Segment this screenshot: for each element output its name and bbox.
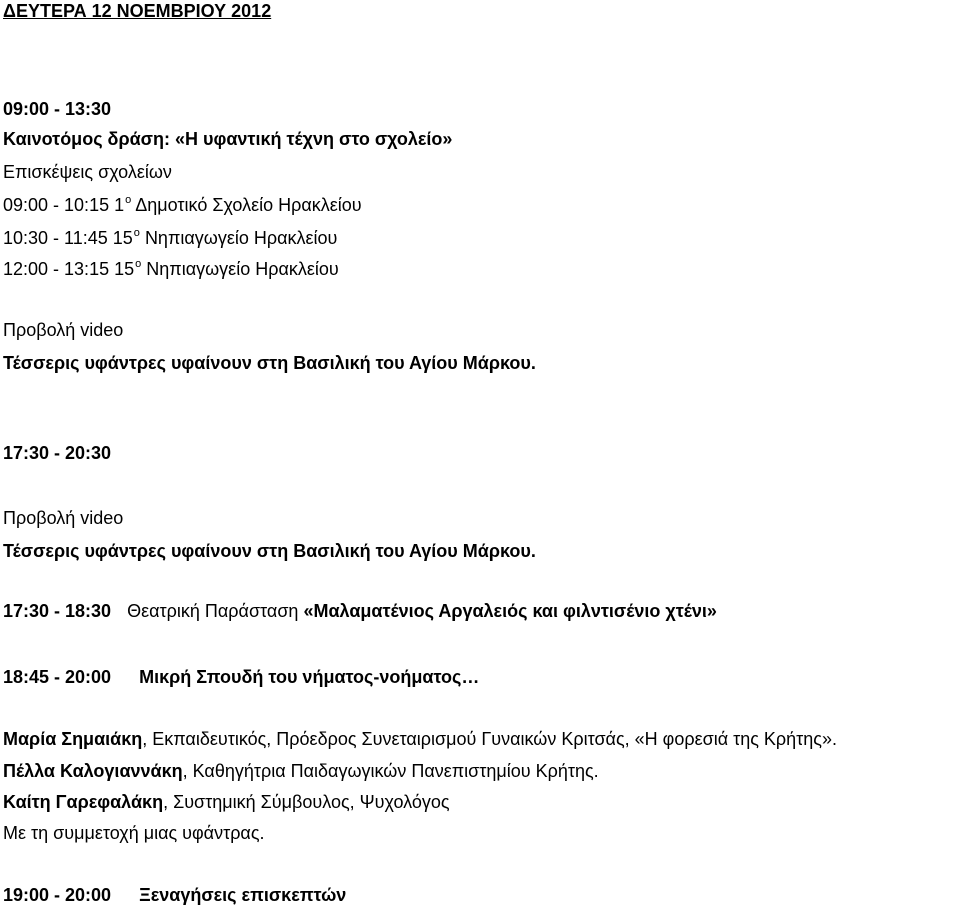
block1-time: 09:00 - 13:30 bbox=[3, 99, 112, 119]
speaker-name: Πέλλα Καλογιαννάκη bbox=[3, 761, 183, 781]
visit-sup: ο bbox=[133, 227, 140, 239]
video-title: Τέσσερις υφάντρες υφαίνουν στη Βασιλική του Αγίου Μάρκου. bbox=[3, 353, 536, 373]
visit-row bbox=[3, 227, 337, 252]
date-title: ΔΕΥΤΕΡΑ 12 ΝΟΕΜΒΡΙΟΥ 2012 bbox=[3, 1, 272, 21]
theatre-time: 17:30 - 18:30 bbox=[3, 601, 112, 621]
visit-time: 12:00 - 13:15 bbox=[3, 259, 110, 279]
visit-place: Νηπιαγωγείο Ηρακλείου bbox=[144, 228, 338, 248]
visit-time: 09:00 - 10:15 bbox=[3, 195, 110, 215]
theatre-title: «Μαλαματένιος Αργαλειός και φιλντισένιο χτένι» bbox=[303, 601, 717, 621]
talk-row bbox=[3, 666, 479, 688]
visit-num: 15 bbox=[112, 228, 133, 248]
visit-num: 1 bbox=[114, 195, 125, 215]
speaker-desc: , Συστημική Σύμβουλος, Ψυχολόγος bbox=[163, 792, 450, 812]
participation-note: Με τη συμμετοχή μιας υφάντρας. bbox=[3, 823, 265, 843]
theatre-row bbox=[3, 600, 717, 622]
talk-title: Μικρή Σπουδή του νήματος-νοήματος… bbox=[139, 667, 480, 687]
video-label: Προβολή video bbox=[3, 508, 124, 528]
video-title: Τέσσερις υφάντρες υφαίνουν στη Βασιλική του Αγίου Μάρκου. bbox=[3, 541, 536, 561]
speaker-row bbox=[3, 760, 599, 782]
speaker-desc: , Καθηγήτρια Παιδαγωγικών Πανεπιστημίου Κρήτης. bbox=[182, 761, 599, 781]
visit-place: Νηπιαγωγείο Ηρακλείου bbox=[146, 259, 339, 279]
block1-heading: Καινοτόμος δράση: «Η υφαντική τέχνη στο σχολείο» bbox=[3, 129, 453, 149]
speaker-row bbox=[3, 728, 837, 750]
visit-row bbox=[3, 194, 362, 219]
talk-time: 18:45 - 20:00 bbox=[3, 667, 112, 687]
video-label: Προβολή video bbox=[3, 320, 124, 340]
visit-row bbox=[3, 258, 339, 283]
speaker-row bbox=[3, 791, 450, 813]
block2-time: 17:30 - 20:30 bbox=[3, 443, 112, 463]
theatre-label: Θεατρική Παράσταση bbox=[127, 601, 299, 621]
block1-subheading: Επισκέψεις σχολείων bbox=[3, 162, 172, 182]
tours-time: 19:00 - 20:00 bbox=[3, 885, 112, 905]
visit-place: Δημοτικό Σχολείο Ηρακλείου bbox=[135, 195, 362, 215]
speaker-name: Μαρία Σημαιάκη bbox=[3, 729, 143, 749]
tours-row bbox=[3, 884, 346, 906]
visit-num: 15 bbox=[114, 259, 135, 279]
tours-title: Ξεναγήσεις επισκεπτών bbox=[139, 885, 347, 905]
visit-sup: ο bbox=[125, 194, 132, 206]
visit-time: 10:30 - 11:45 bbox=[3, 228, 108, 248]
visit-sup: ο bbox=[135, 258, 142, 270]
speaker-name: Καίτη Γαρεφαλάκη bbox=[3, 792, 164, 812]
speaker-desc: , Εκπαιδευτικός, Πρόεδρος Συνεταιρισμού Γυναικών Κριτσάς, «Η φορεσιά της Κρήτης». bbox=[142, 729, 837, 749]
